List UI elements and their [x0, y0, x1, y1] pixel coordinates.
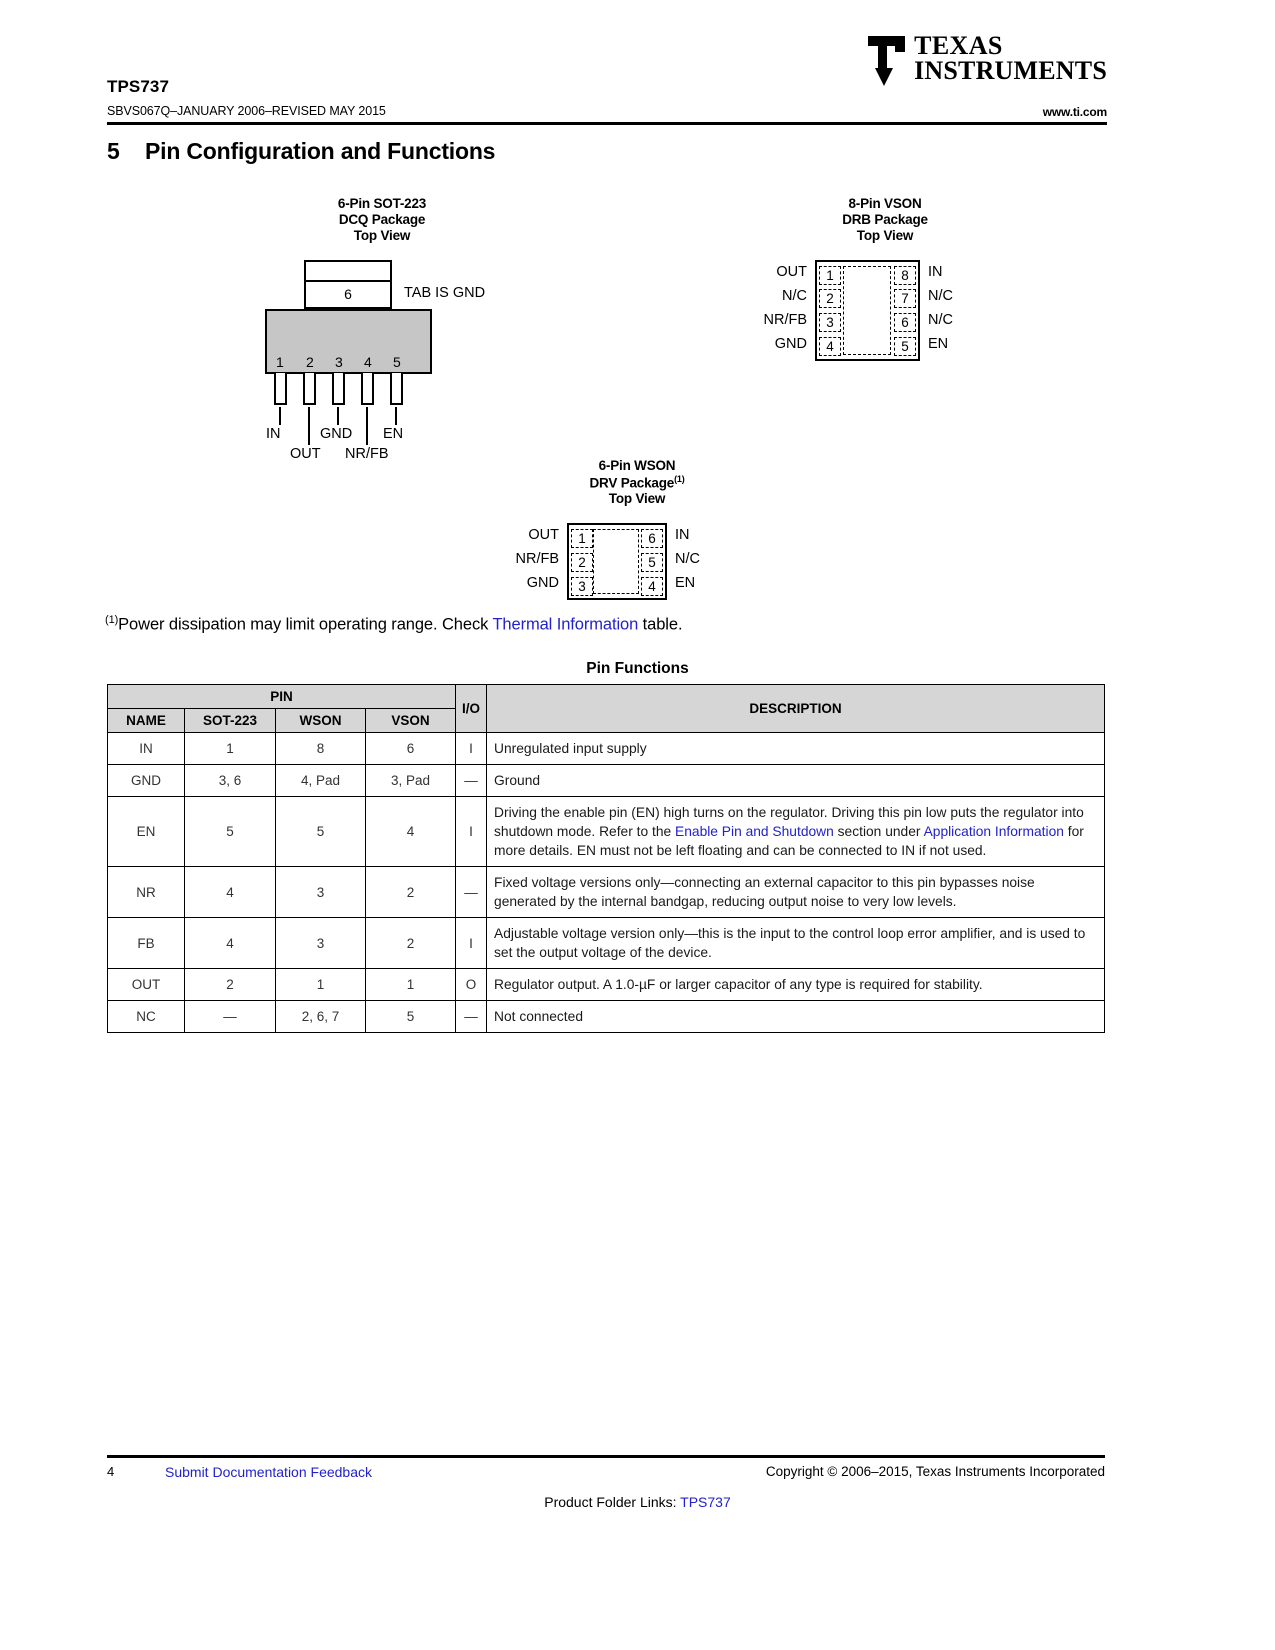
sot223-wire-2 — [308, 407, 310, 445]
cell-vson: 2 — [366, 918, 456, 969]
ti-logo — [865, 31, 1107, 88]
sot223-wire-4 — [366, 407, 368, 445]
wson-label-in: IN — [675, 527, 690, 544]
wson-pad-1: 1 — [571, 529, 593, 548]
cell-description: Not connected — [487, 1001, 1105, 1033]
vson-label-nc-7: N/C — [928, 287, 953, 304]
table-row — [108, 918, 1105, 969]
cell-description: Regulator output. A 1.0-µF or larger capacitor of any type is required for stability. — [487, 969, 1105, 1001]
vson-pad-2: 2 — [819, 289, 841, 308]
caption-line-2: DRB Package — [842, 211, 928, 227]
package-caption-wson — [497, 458, 777, 507]
table-row — [108, 1001, 1105, 1033]
vson-pad-8: 8 — [894, 266, 916, 285]
sot223-pin-label-nrfb: NR/FB — [345, 445, 389, 462]
ti-logo-wordmark — [914, 31, 1107, 85]
vson-label-gnd: GND — [774, 335, 807, 352]
sot223-lead-2 — [303, 373, 316, 405]
sot223-pin-label-out: OUT — [290, 445, 321, 462]
wson-drawing — [497, 523, 777, 613]
ti-logo-texas: TEXAS — [914, 31, 1003, 60]
cell-name: FB — [108, 918, 185, 969]
cell-sot223: 1 — [185, 733, 276, 765]
sot223-pin-number-5: 5 — [393, 353, 401, 370]
wson-pad-3: 3 — [571, 577, 593, 596]
footer-rule — [107, 1455, 1105, 1458]
cell-sot223: 4 — [185, 918, 276, 969]
product-folder — [0, 1494, 1275, 1510]
header-description: DESCRIPTION — [487, 685, 1105, 733]
cell-sot223: 2 — [185, 969, 276, 1001]
cell-vson: 5 — [366, 1001, 456, 1033]
cell-name: EN — [108, 797, 185, 867]
sot223-tab-top — [304, 260, 392, 282]
table-row — [108, 733, 1105, 765]
sot223-tab-pin-number: 6 — [304, 282, 392, 309]
section-number: 5 — [107, 138, 120, 164]
cell-vson: 4 — [366, 797, 456, 867]
wson-body — [567, 523, 667, 600]
sot223-pin-number-4: 4 — [364, 353, 372, 370]
page-title — [107, 138, 495, 165]
sot223-pin-number-3: 3 — [335, 353, 343, 370]
vson-drawing — [745, 260, 1025, 370]
package-caption-vson — [745, 196, 1025, 244]
cell-description: Unregulated input supply — [487, 733, 1105, 765]
table-row — [108, 765, 1105, 797]
cell-vson: 6 — [366, 733, 456, 765]
submit-feedback-link[interactable]: Submit Documentation Feedback — [165, 1464, 372, 1480]
header-wson: WSON — [276, 709, 366, 733]
table-row — [108, 969, 1105, 1001]
cell-description: Fixed voltage versions only—connecting an external capacitor to this pin bypasses noise generated by the internal bandgap, reducing output noise to very low levels. — [487, 867, 1105, 918]
sot223-wire-3 — [337, 407, 339, 425]
table-body — [108, 733, 1105, 1033]
package-diagram-wson — [497, 458, 777, 613]
sot223-pin-number-1: 1 — [276, 353, 284, 370]
sot223-pin-label-in: IN — [266, 425, 281, 442]
cell-description: Adjustable voltage version only—this is the input to the control loop error amplifier, and is used to set the output voltage of the device. — [487, 918, 1105, 969]
product-folder-link[interactable]: TPS737 — [680, 1494, 731, 1510]
vson-label-out: OUT — [776, 263, 807, 280]
sot223-drawing — [252, 260, 512, 490]
ti-logo-icon — [865, 34, 907, 88]
header-pin-group: PIN — [108, 685, 456, 709]
sot223-wire-5 — [395, 407, 397, 425]
cell-description: Ground — [487, 765, 1105, 797]
cell-io: — — [456, 867, 487, 918]
section-title-text: Pin Configuration and Functions — [145, 138, 496, 164]
table-header-row-1 — [108, 685, 1105, 709]
cell-wson: 1 — [276, 969, 366, 1001]
vson-label-in: IN — [928, 263, 943, 280]
sot223-pin-label-gnd: GND — [320, 425, 353, 442]
cell-name: IN — [108, 733, 185, 765]
vson-label-nc-2: N/C — [782, 287, 807, 304]
copyright-notice: Copyright © 2006–2015, Texas Instruments Incorporated — [765, 1464, 1105, 1479]
vson-thermal-pad — [843, 266, 891, 355]
header-io: I/O — [456, 685, 487, 733]
cell-sot223: — — [185, 1001, 276, 1033]
pin-functions-table — [107, 684, 1105, 1033]
inline-text: section under — [833, 824, 924, 840]
cell-io: I — [456, 797, 487, 867]
wson-label-nc: N/C — [675, 551, 700, 568]
inline-doc-link[interactable]: Application Information — [923, 824, 1064, 840]
cell-name: NC — [108, 1001, 185, 1033]
header-sot223: SOT-223 — [185, 709, 276, 733]
header-rule — [107, 122, 1107, 125]
vson-pad-1: 1 — [819, 266, 841, 285]
table-row — [108, 867, 1105, 918]
cell-wson: 3 — [276, 867, 366, 918]
thermal-information-link[interactable]: Thermal Information — [492, 615, 639, 634]
package-diagram-vson — [745, 196, 1025, 370]
vson-label-nc-6: N/C — [928, 311, 953, 328]
cell-io: — — [456, 765, 487, 797]
cell-vson: 3, Pad — [366, 765, 456, 797]
document-id: SBVS067Q–JANUARY 2006–REVISED MAY 2015 — [107, 104, 386, 118]
caption-footnote-marker: (1) — [674, 473, 685, 484]
caption-line-1: 8-Pin VSON — [848, 196, 922, 211]
caption-line-3: Top View — [608, 491, 666, 507]
table-title: Pin Functions — [586, 660, 689, 677]
ti-logo-instruments: INSTRUMENTS — [914, 55, 1107, 85]
device-title: TPS737 — [107, 77, 170, 96]
caption-line-2: DCQ Package — [338, 211, 426, 227]
wson-pad-5: 5 — [641, 553, 663, 572]
sot223-pin-label-en: EN — [383, 425, 404, 442]
table-head — [108, 685, 1105, 733]
vson-label-en: EN — [928, 335, 949, 352]
cell-wson: 2, 6, 7 — [276, 1001, 366, 1033]
cell-name: NR — [108, 867, 185, 918]
vson-pad-5: 5 — [894, 337, 916, 356]
caption-line-2 — [497, 474, 777, 491]
wson-pad-4: 4 — [641, 577, 663, 596]
wson-label-out: OUT — [528, 527, 559, 544]
vson-label-nrfb: NR/FB — [763, 311, 807, 328]
package-caption-sot223 — [252, 196, 512, 244]
sot223-lead-1 — [274, 373, 287, 405]
cell-sot223: 5 — [185, 797, 276, 867]
footnote-text-after: table. — [638, 615, 683, 634]
header-vson: VSON — [366, 709, 456, 733]
inline-text: for more details. EN must not be left floating and can be connected to IN if not used. — [494, 824, 1084, 859]
footnote-text-before: Power dissipation may limit operating range. Check — [118, 615, 493, 634]
inline-doc-link[interactable]: Enable Pin and Shutdown — [675, 824, 834, 840]
cell-wson: 4, Pad — [276, 765, 366, 797]
wson-label-nrfb: NR/FB — [515, 551, 559, 568]
cell-vson: 2 — [366, 867, 456, 918]
wson-thermal-pad — [593, 529, 639, 594]
sot223-lead-5 — [390, 373, 403, 405]
sot223-lead-3 — [332, 373, 345, 405]
wson-pad-6: 6 — [641, 529, 663, 548]
inline-text: Driving the enable pin (EN) high turns on the regulator. Driving this pin low puts the regulator into shutdown mode. Refer to the — [494, 805, 1084, 840]
caption-line-1: 6-Pin WSON — [598, 458, 676, 473]
caption-line-3: Top View — [856, 227, 914, 243]
cell-io: I — [456, 918, 487, 969]
cell-io: I — [456, 733, 487, 765]
vson-body — [815, 260, 920, 361]
cell-io: — — [456, 1001, 487, 1033]
page-footnote — [105, 614, 682, 635]
table-row — [108, 797, 1105, 867]
package-diagram-sot223 — [252, 196, 512, 490]
ti-website-link[interactable]: www.ti.com — [1042, 105, 1107, 119]
cell-wson: 5 — [276, 797, 366, 867]
caption-line-2-text: DRV Package — [589, 475, 675, 491]
cell-sot223: 3, 6 — [185, 765, 276, 797]
page-number: 4 — [107, 1464, 115, 1479]
cell-sot223: 4 — [185, 867, 276, 918]
header-name: NAME — [108, 709, 185, 733]
caption-line-3: Top View — [353, 227, 411, 243]
cell-vson: 1 — [366, 969, 456, 1001]
wson-pad-2: 2 — [571, 553, 593, 572]
product-folder-label: Product Folder Links: — [544, 1494, 681, 1510]
sot223-body — [265, 309, 432, 374]
sot223-pin-number-2: 2 — [306, 353, 314, 370]
cell-name: OUT — [108, 969, 185, 1001]
vson-pad-3: 3 — [819, 313, 841, 332]
vson-pad-7: 7 — [894, 289, 916, 308]
sot223-tab-label: TAB IS GND — [404, 284, 486, 301]
caption-line-1: 6-Pin SOT-223 — [337, 196, 427, 211]
wson-label-gnd: GND — [526, 575, 559, 592]
cell-wson: 3 — [276, 918, 366, 969]
cell-description — [487, 797, 1105, 867]
cell-wson: 8 — [276, 733, 366, 765]
sot223-wire-1 — [279, 407, 281, 425]
footnote-marker: (1) — [105, 614, 119, 626]
cell-name: GND — [108, 765, 185, 797]
wson-label-en: EN — [675, 575, 696, 592]
vson-pad-6: 6 — [894, 313, 916, 332]
sot223-lead-4 — [361, 373, 374, 405]
vson-pad-4: 4 — [819, 337, 841, 356]
cell-io: O — [456, 969, 487, 1001]
